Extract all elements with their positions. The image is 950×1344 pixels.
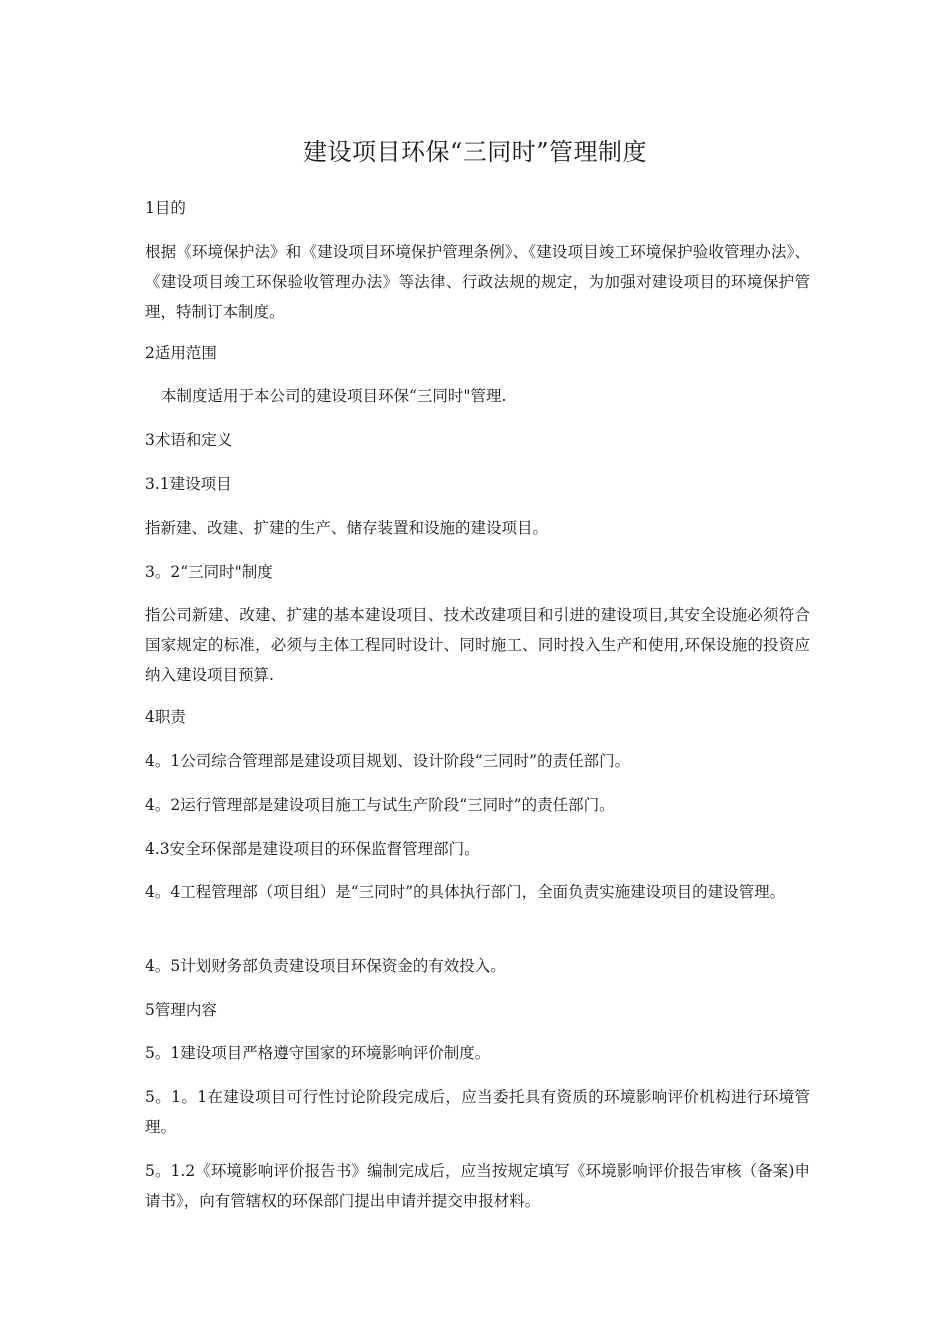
paragraph-management-5-1: 5。1建设项目严格遵守国家的环境影响评价制度。: [145, 1044, 491, 1062]
paragraph-responsibility-4-2: 4。2运行管理部是建设项目施工与试生产阶段“三同时”的责任部门。: [145, 796, 615, 814]
paragraph-responsibility-4-4: 4。4工程管理部（项目组）是“三同时”的具体执行部门，全面负责实施建设项目的建设管理。: [145, 883, 786, 901]
paragraph-responsibility-4-3: 4.3安全环保部是建设项目的环保监督管理部门。: [145, 840, 480, 858]
heading-purpose: 1目的: [145, 199, 186, 217]
heading-three-simultaneous: 3。2“三同时"制度: [145, 563, 273, 581]
paragraph-construction-project: 指新建、改建、扩建的生产、储存装置和设施的建设项目。: [145, 519, 549, 537]
heading-responsibilities: 4职责: [145, 708, 186, 726]
paragraph-management-5-1-1: 5。1。1在建设项目可行性讨论阶段完成后，应当委托具有资质的环境影响评价机构进行环境管理。: [145, 1088, 810, 1136]
paragraph-responsibility-4-5: 4。5计划财务部负责建设项目环保资金的有效投入。: [145, 957, 506, 975]
paragraph-purpose: 根据《环境保护法》和《建设项目环境保护管理条例》、《建设项目竣工环境保护验收管理办法》、《建设项目竣工环保验收管理办法》等法律、行政法规的规定，为加强对建设项目的环境保护管理，特制订本制度。: [145, 243, 810, 321]
document-title: 建设项目环保“三同时”管理制度: [302, 138, 648, 166]
heading-scope: 2适用范围: [145, 344, 217, 362]
heading-management-content: 5管理内容: [145, 1001, 217, 1019]
heading-construction-project: 3.1建设项目: [145, 475, 232, 493]
heading-terms: 3术语和定义: [145, 431, 233, 449]
paragraph-management-5-1-2: 5。1.2《环境影响评价报告书》编制完成后，应当按规定填写《环境影响评价报告审核（备案)申请书》，向有管辖权的环保部门提出申请并提交申报材料。: [145, 1162, 810, 1210]
paragraph-responsibility-4-1: 4。1公司综合管理部是建设项目规划、设计阶段“三同时”的责任部门。: [145, 752, 631, 770]
paragraph-scope: 本制度适用于本公司的建设项目环保“三同时"管理.: [161, 387, 507, 405]
paragraph-three-simultaneous: 指公司新建、改建、扩建的基本建设项目、技术改建项目和引进的建设项目,其安全设施必须符合国家规定的标准，必须与主体工程同时设计、同时施工、同时投入生产和使用,环保设施的投资应纳入建设项目预算.: [145, 606, 810, 684]
